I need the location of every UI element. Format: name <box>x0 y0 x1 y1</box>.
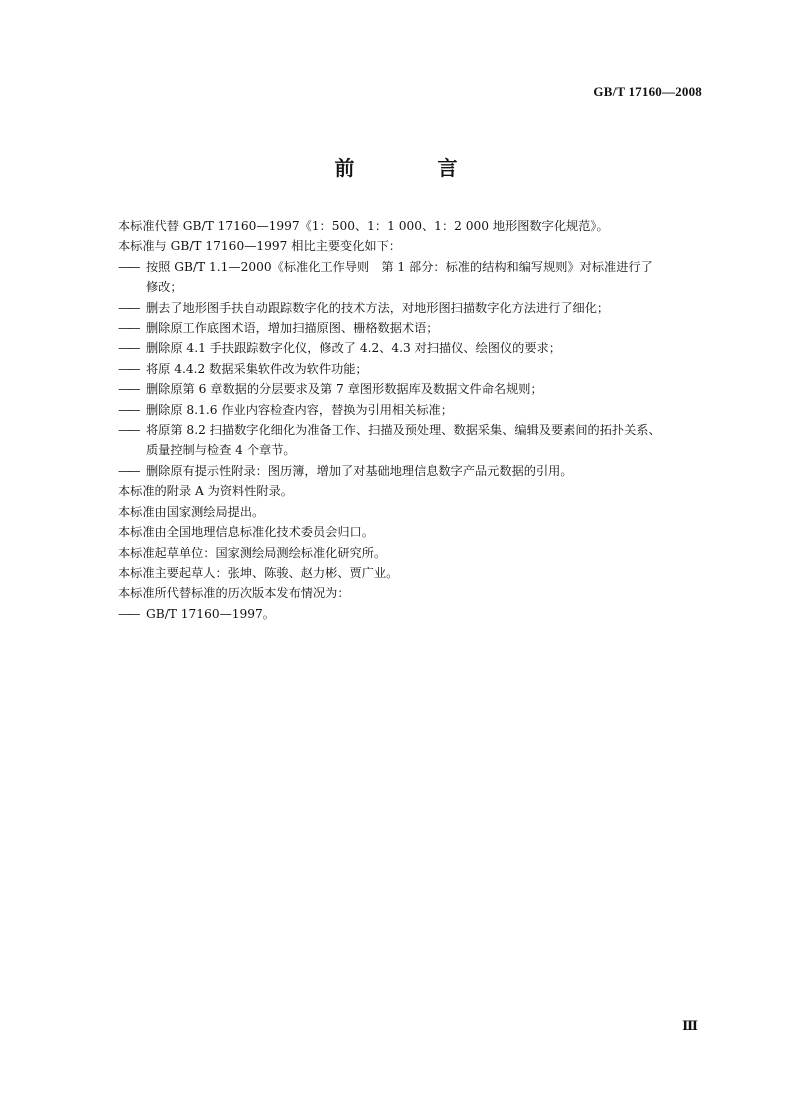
paragraph: 本标准代替 GB/T 17160—1997《1：500、1：1 000、1：2 000 地形图数字化规范》。 <box>118 219 609 233</box>
paragraph: 本标准的附录 A 为资料性附录。 <box>118 484 293 499</box>
change-item <box>118 298 718 318</box>
dash-marker: —— <box>118 382 139 397</box>
change-text-continued: 修改； <box>146 280 183 295</box>
change-text: 删除原第 6 章数据的分层要求及第 7 章图形数据库及数据文件命名规则； <box>146 382 543 397</box>
paragraph: 本标准主要起草人：张坤、陈骏、赵力彬、贾广业。 <box>118 565 399 580</box>
change-text: 删除原 4.1 手扶跟踪数字化仪，修改了 4.2、4.3 对扫描仪、绘图仪的要求； <box>146 341 561 356</box>
paragraph: 本标准与 GB/T 17160—1997 相比主要变化如下： <box>118 239 401 254</box>
paragraph: 本标准起草单位：国家测绘局测绘标准化研究所。 <box>118 545 387 560</box>
change-item <box>118 461 718 481</box>
dash-marker: —— <box>118 341 139 356</box>
dash-marker: —— <box>118 423 139 438</box>
change-item <box>118 379 718 399</box>
change-text: 将原第 8.2 扫描数字化细化为准备工作、扫描及预处理、数据采集、编辑及要素间的拓扑关系、 <box>146 423 661 438</box>
change-text: 删去了地形图手扶自动跟踪数字化的技术方法，对地形图扫描数字化方法进行了细化； <box>146 300 610 315</box>
dash-marker: —— <box>118 321 139 336</box>
page-number: Ⅲ <box>682 1018 698 1033</box>
foreword-body <box>118 216 718 624</box>
paragraph: 本标准由国家测绘局提出。 <box>118 504 265 519</box>
change-text: 按照 GB/T 1.1—2000《标准化工作导则 第 1 部分：标准的结构和编写规则》对标准进行了 <box>146 259 653 274</box>
change-text: 删除原工作底图术语，增加扫描原图、栅格数据术语； <box>146 321 439 336</box>
change-item <box>118 318 718 338</box>
change-item <box>118 420 718 461</box>
change-item <box>118 257 718 298</box>
change-text: 将原 4.4.2 数据采集软件改为软件功能； <box>146 361 368 376</box>
history-item <box>118 604 718 624</box>
dash-marker: —— <box>118 300 139 315</box>
dash-marker: —— <box>118 606 139 621</box>
history-text: GB/T 17160—1997。 <box>146 606 275 621</box>
paragraph: 本标准由全国地理信息标准化技术委员会归口。 <box>118 525 374 540</box>
change-item <box>118 338 718 358</box>
change-item <box>118 359 718 379</box>
dash-marker: —— <box>118 463 139 478</box>
change-item <box>118 400 718 420</box>
page-title: 前 言 <box>334 156 496 180</box>
change-text: 删除原有提示性附录：图历簿，增加了对基础地理信息数字产品元数据的引用。 <box>146 463 573 478</box>
standard-code: GB/T 17160—2008 <box>593 84 702 99</box>
change-text: 删除原 8.1.6 作业内容检查内容，替换为引用相关标准； <box>146 402 453 417</box>
dash-marker: —— <box>118 259 139 274</box>
dash-marker: —— <box>118 402 139 417</box>
paragraph: 本标准所代替标准的历次版本发布情况为： <box>118 586 350 601</box>
change-text-continued: 质量控制与检查 4 个章节。 <box>146 443 296 458</box>
dash-marker: —— <box>118 361 139 376</box>
